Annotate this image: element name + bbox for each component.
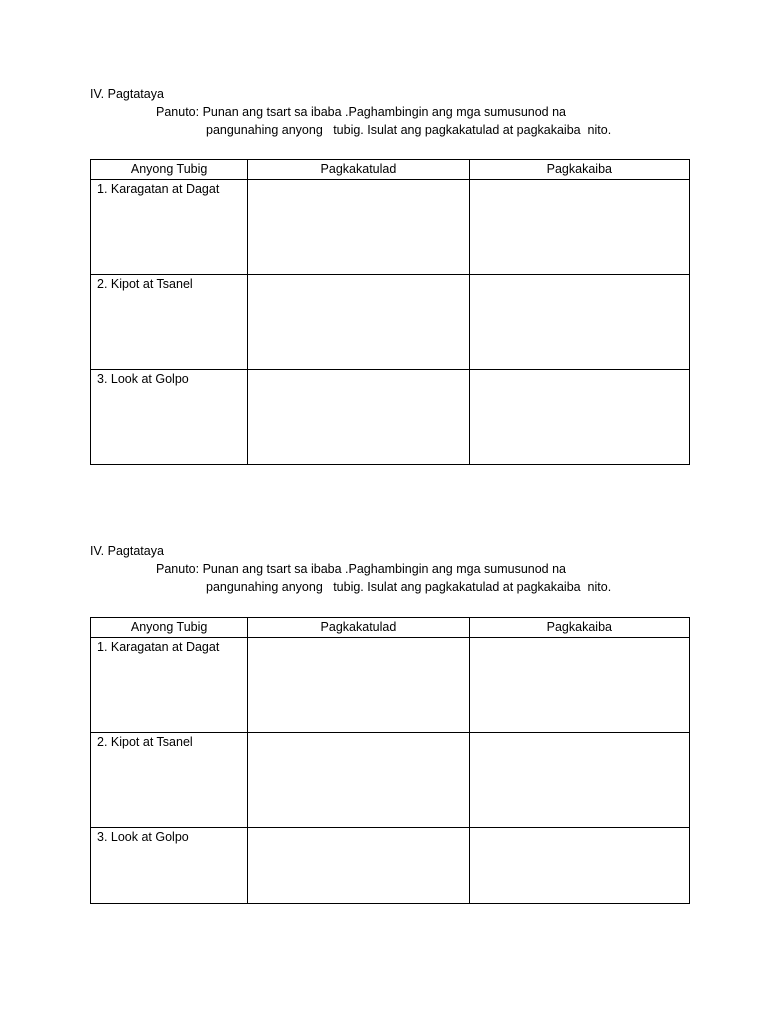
- answer-cell-pagkakaiba[interactable]: [469, 180, 689, 275]
- header-pagkakaiba: Pagkakaiba: [469, 618, 689, 638]
- answer-cell-pagkakatulad[interactable]: [248, 370, 469, 465]
- row-label-cell: 2. Kipot at Tsanel: [91, 733, 248, 828]
- instruction-line-2: pangunahing anyong tubig. Isulat ang pagkakatulad at pagkakaiba nito.: [206, 580, 612, 594]
- header-anyong-tubig: Anyong Tubig: [91, 160, 248, 180]
- header-pagkakatulad: Pagkakatulad: [248, 160, 469, 180]
- row-label-cell: 3. Look at Golpo: [91, 370, 248, 465]
- row-label-cell: 2. Kipot at Tsanel: [91, 275, 248, 370]
- answer-cell-pagkakatulad[interactable]: [248, 180, 469, 275]
- table-header-row: [91, 160, 690, 180]
- table-header-row: [91, 618, 690, 638]
- answer-cell-pagkakaiba[interactable]: [469, 370, 689, 465]
- table-row: [91, 370, 690, 465]
- comparison-table: [90, 617, 690, 904]
- answer-cell-pagkakatulad[interactable]: [248, 733, 469, 828]
- table-row: [91, 638, 690, 733]
- answer-cell-pagkakaiba[interactable]: [469, 828, 689, 904]
- row-label-cell: 1. Karagatan at Dagat: [91, 180, 248, 275]
- row-label-cell: 1. Karagatan at Dagat: [91, 638, 248, 733]
- instruction-line-2: pangunahing anyong tubig. Isulat ang pagkakatulad at pagkakaiba nito.: [206, 123, 612, 137]
- section-title: IV. Pagtataya: [90, 87, 164, 101]
- answer-cell-pagkakaiba[interactable]: [469, 733, 689, 828]
- comparison-table: [90, 159, 690, 465]
- header-pagkakaiba: Pagkakaiba: [469, 160, 689, 180]
- instruction-line-1: Panuto: Punan ang tsart sa ibaba .Paghambingin ang mga sumusunod na: [156, 562, 567, 576]
- header-anyong-tubig: Anyong Tubig: [91, 618, 248, 638]
- table-row: [91, 275, 690, 370]
- answer-cell-pagkakaiba[interactable]: [469, 275, 689, 370]
- instruction-line-1: Panuto: Punan ang tsart sa ibaba .Paghambingin ang mga sumusunod na: [156, 105, 567, 119]
- section-title: IV. Pagtataya: [90, 544, 164, 558]
- table-row: [91, 733, 690, 828]
- answer-cell-pagkakatulad[interactable]: [248, 638, 469, 733]
- row-label-cell: 3. Look at Golpo: [91, 828, 248, 904]
- table-row: [91, 828, 690, 904]
- header-pagkakatulad: Pagkakatulad: [248, 618, 469, 638]
- table-row: [91, 180, 690, 275]
- answer-cell-pagkakatulad[interactable]: [248, 275, 469, 370]
- answer-cell-pagkakatulad[interactable]: [248, 828, 469, 904]
- answer-cell-pagkakaiba[interactable]: [469, 638, 689, 733]
